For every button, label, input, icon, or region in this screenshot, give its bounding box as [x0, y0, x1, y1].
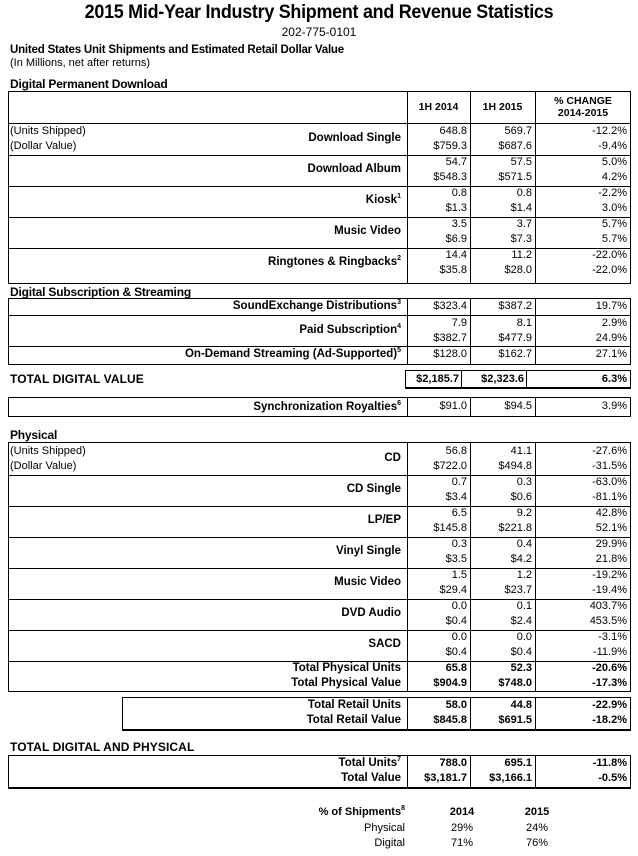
ringtones-ringbacks-value-2014: $35.8 — [439, 264, 467, 276]
total-value-2014: $3,181.7 — [424, 772, 467, 784]
total-physical-value-2014: $904.9 — [433, 677, 467, 689]
shares-digital-2014: 71% — [450, 837, 474, 849]
cd-value-2014: $722.0 — [433, 460, 467, 472]
on-demand-streaming-ad-supported-value-2014: $128.0 — [433, 348, 467, 360]
music-video-units-2014: 1.5 — [451, 569, 467, 581]
vinyl-single-units-2015: 0.4 — [516, 538, 532, 550]
total-retail-value-2014: $845.8 — [433, 714, 467, 726]
sync-2015: $94.5 — [504, 400, 532, 412]
total-all-table — [8, 755, 631, 789]
report-subtitle: United States Unit Shipments and Estimated Retail Dollar Value — [10, 44, 344, 56]
ringtones-ringbacks-value-change: -22.0% — [592, 264, 627, 276]
total-retail-units-change: -22.9% — [592, 699, 627, 711]
music-video-value-2014: $29.4 — [439, 584, 467, 596]
lp-ep-units-change: 42.8% — [595, 507, 627, 519]
paid-subscription-value-2015: $477.9 — [498, 332, 532, 344]
phone-number: 202-775-0101 — [281, 25, 357, 39]
cd-single-value-change: -81.1% — [592, 491, 627, 503]
cd-value-change: -31.5% — [592, 460, 627, 472]
kiosk-units-2014: 0.8 — [451, 187, 467, 199]
row-label-cd-single: CD Single — [346, 483, 401, 495]
music-video-units-change: -19.2% — [592, 569, 627, 581]
soundexchange-distributions-value-2014: $323.4 — [433, 300, 467, 312]
kiosk-value-2015: $1.4 — [510, 202, 532, 214]
row-label-music-video: Music Video — [334, 576, 401, 588]
row-label-soundexchange-distributions: SoundExchange Distributions$^3$ — [232, 299, 401, 312]
total-units-change: -11.8% — [592, 757, 627, 769]
ringtones-ringbacks-units-2014: 14.4 — [445, 249, 467, 261]
paid-subscription-value-change: 24.9% — [595, 332, 627, 344]
kiosk-value-2014: $1.3 — [445, 202, 467, 214]
units-note: (In Millions, net after returns) — [10, 57, 150, 69]
section-title-digital-download: Digital Permanent Download — [10, 77, 168, 91]
col-header-1h2015: 1H 2015 — [482, 101, 523, 113]
total-value-change: -0.5% — [598, 772, 627, 784]
ringtones-ringbacks-units-change: -22.0% — [592, 249, 627, 261]
retail-table — [122, 697, 631, 731]
download-album-units-2015: 57.5 — [510, 156, 532, 168]
total-digital-physical-title: TOTAL DIGITAL AND PHYSICAL — [10, 740, 195, 754]
download-single-value-2014: $759.3 — [433, 140, 467, 152]
download-single-value-2015: $687.6 — [498, 140, 532, 152]
lp-ep-value-2015: $221.8 — [498, 522, 532, 534]
total-physical-units-2015: 52.3 — [510, 662, 532, 674]
dvd-audio-units-2015: 0.1 — [516, 600, 532, 612]
music-video-units-2014: 3.5 — [451, 218, 467, 230]
row-label-sacd: SACD — [368, 638, 401, 650]
row-label-download-album: Download Album — [307, 163, 401, 175]
row-label-lp-ep: LP/EP — [367, 514, 401, 526]
total-physical-value-label: Total Physical Value — [291, 677, 401, 689]
section-title-physical: Physical — [10, 428, 58, 442]
row-label-download-single: Download Single — [308, 132, 401, 144]
music-video-units-2015: 1.2 — [516, 569, 532, 581]
col-header-change-line1: % CHANGE — [554, 95, 612, 107]
total-units-label: Total Units$^7$ — [338, 756, 401, 769]
sacd-units-2014: 0.0 — [451, 631, 467, 643]
shares-physical-2014: 29% — [450, 822, 474, 834]
dollar-value-label: (Dollar Value) — [10, 140, 77, 152]
music-video-value-change: -19.4% — [592, 584, 627, 596]
ringtones-ringbacks-units-2015: 11.2 — [511, 249, 532, 261]
download-album-units-2014: 54.7 — [445, 156, 467, 168]
shares-physical-label: Physical — [364, 822, 405, 834]
sync-change: 3.9% — [601, 400, 627, 412]
paid-subscription-units-2014: 7.9 — [451, 317, 467, 329]
total-retail-units-2014: 58.0 — [445, 699, 467, 711]
sacd-value-2014: $0.4 — [445, 646, 467, 658]
cd-single-units-2014: 0.7 — [451, 476, 467, 488]
total-units-2014: 788.0 — [439, 757, 467, 769]
download-single-units-2014: 648.8 — [439, 125, 467, 137]
kiosk-value-change: 3.0% — [601, 202, 627, 214]
lp-ep-units-2015: 9.2 — [516, 507, 532, 519]
total-digital-2014: $2,185.7 — [416, 373, 459, 385]
lp-ep-value-2014: $145.8 — [433, 522, 467, 534]
sync-2014: $91.0 — [439, 400, 467, 412]
shipments-share-label: % of Shipments$^8$ — [318, 805, 405, 818]
cd-single-value-2014: $3.4 — [445, 491, 467, 503]
total-physical-units-2014: 65.8 — [445, 662, 467, 674]
row-label-vinyl-single: Vinyl Single — [336, 545, 401, 557]
cd-single-units-2015: 0.3 — [516, 476, 532, 488]
total-retail-value-label: Total Retail Value — [306, 714, 401, 726]
on-demand-streaming-ad-supported-value-change: 27.1% — [595, 348, 627, 360]
soundexchange-distributions-value-change: 19.7% — [595, 300, 627, 312]
music-video-value-2015: $7.3 — [510, 233, 532, 245]
music-video-units-change: 5.7% — [601, 218, 627, 230]
download-album-value-change: 4.2% — [601, 171, 627, 183]
row-label-dvd-audio: DVD Audio — [341, 607, 401, 619]
vinyl-single-units-change: 29.9% — [595, 538, 627, 550]
cd-single-value-2015: $0.6 — [510, 491, 532, 503]
sacd-value-2015: $0.4 — [510, 646, 532, 658]
shares-digital-2015: 76% — [525, 837, 549, 849]
row-label-ringtones-ringbacks: Ringtones & Ringbacks$^2$ — [268, 255, 401, 268]
cd-value-2015: $494.8 — [498, 460, 532, 472]
total-physical-units-change: -20.6% — [592, 662, 627, 674]
download-single-units-change: -12.2% — [592, 125, 627, 137]
digital-download-table — [8, 91, 631, 284]
total-retail-units-label: Total Retail Units — [307, 699, 401, 711]
dvd-audio-value-change: 453.5% — [589, 615, 627, 627]
dvd-audio-units-2014: 0.0 — [451, 600, 467, 612]
total-retail-value-change: -18.2% — [592, 714, 627, 726]
row-label-on-demand-streaming-ad-supported: On-Demand Streaming (Ad-Supported)$^5$ — [184, 347, 401, 360]
physical-table — [8, 442, 631, 692]
section-title-digital-streaming: Digital Subscription & Streaming — [10, 285, 191, 299]
kiosk-units-2015: 0.8 — [516, 187, 532, 199]
paid-subscription-units-change: 2.9% — [601, 317, 627, 329]
col-header-1h2014: 1H 2014 — [418, 101, 459, 113]
cd-single-units-change: -63.0% — [592, 476, 627, 488]
total-physical-value-change: -17.3% — [592, 677, 627, 689]
page-title: 2015 Mid-Year Industry Shipment and Revenue Statistics — [84, 1, 554, 23]
vinyl-single-value-change: 21.8% — [595, 553, 627, 565]
paid-subscription-units-2015: 8.1 — [516, 317, 532, 329]
sacd-units-2015: 0.0 — [516, 631, 532, 643]
music-video-units-2015: 3.7 — [516, 218, 532, 230]
total-digital-change: 6.3% — [601, 373, 627, 385]
sacd-units-change: -3.1% — [598, 631, 627, 643]
total-value-2015: $3,166.1 — [489, 772, 532, 784]
vinyl-single-value-2015: $4.2 — [510, 553, 532, 565]
total-units-2015: 695.1 — [504, 757, 532, 769]
cd-units-2014: 56.8 — [445, 445, 467, 457]
cd-units-change: -27.6% — [592, 445, 627, 457]
vinyl-single-value-2014: $3.5 — [445, 553, 467, 565]
total-physical-units-label: Total Physical Units — [292, 662, 401, 674]
total-digital-2015: $2,323.6 — [481, 373, 524, 385]
sync-royalties-label: Synchronization Royalties$^6$ — [253, 400, 401, 413]
digital-streaming-table — [8, 298, 631, 365]
sacd-value-change: -11.9% — [592, 646, 627, 658]
row-label-paid-subscription: Paid Subscription$^4$ — [299, 323, 401, 336]
units-shipped-label: (Units Shipped) — [10, 445, 86, 457]
units-shipped-label: (Units Shipped) — [10, 125, 86, 137]
dvd-audio-value-2014: $0.4 — [445, 615, 467, 627]
total-digital-title: TOTAL DIGITAL VALUE — [10, 372, 144, 386]
download-album-value-2014: $548.3 — [433, 171, 467, 183]
shares-year-2014: 2014 — [449, 806, 475, 818]
ringtones-ringbacks-value-2015: $28.0 — [504, 264, 532, 276]
shares-year-2015: 2015 — [524, 806, 550, 818]
download-single-units-2015: 569.7 — [504, 125, 532, 137]
download-album-value-2015: $571.5 — [498, 171, 532, 183]
total-physical-value-2015: $748.0 — [498, 677, 532, 689]
row-label-kiosk: Kiosk$^1$ — [365, 193, 401, 206]
music-video-value-2014: $6.9 — [445, 233, 467, 245]
shares-digital-label: Digital — [374, 837, 405, 849]
col-header-change-line2: 2014-2015 — [557, 107, 609, 119]
vinyl-single-units-2014: 0.3 — [451, 538, 467, 550]
on-demand-streaming-ad-supported-value-2015: $162.7 — [498, 348, 532, 360]
lp-ep-units-2014: 6.5 — [451, 507, 467, 519]
soundexchange-distributions-value-2015: $387.2 — [498, 300, 532, 312]
total-retail-value-2015: $691.5 — [498, 714, 532, 726]
dvd-audio-value-2015: $2.4 — [510, 615, 532, 627]
lp-ep-value-change: 52.1% — [595, 522, 627, 534]
download-album-units-change: 5.0% — [601, 156, 627, 168]
total-value-label: Total Value — [341, 772, 401, 784]
total-digital-box — [405, 370, 631, 389]
col-header-change — [535, 95, 631, 119]
dvd-audio-units-change: 403.7% — [589, 600, 627, 612]
sync-royalties-table — [8, 397, 631, 417]
row-label-music-video: Music Video — [334, 225, 401, 237]
row-label-cd: CD — [384, 452, 401, 464]
music-video-value-change: 5.7% — [601, 233, 627, 245]
kiosk-units-change: -2.2% — [598, 187, 627, 199]
shares-physical-2015: 24% — [525, 822, 549, 834]
download-single-value-change: -9.4% — [598, 140, 627, 152]
dollar-value-label: (Dollar Value) — [10, 460, 77, 472]
total-retail-units-2015: 44.8 — [510, 699, 532, 711]
paid-subscription-value-2014: $382.7 — [433, 332, 467, 344]
music-video-value-2015: $23.7 — [504, 584, 532, 596]
cd-units-2015: 41.1 — [510, 445, 532, 457]
